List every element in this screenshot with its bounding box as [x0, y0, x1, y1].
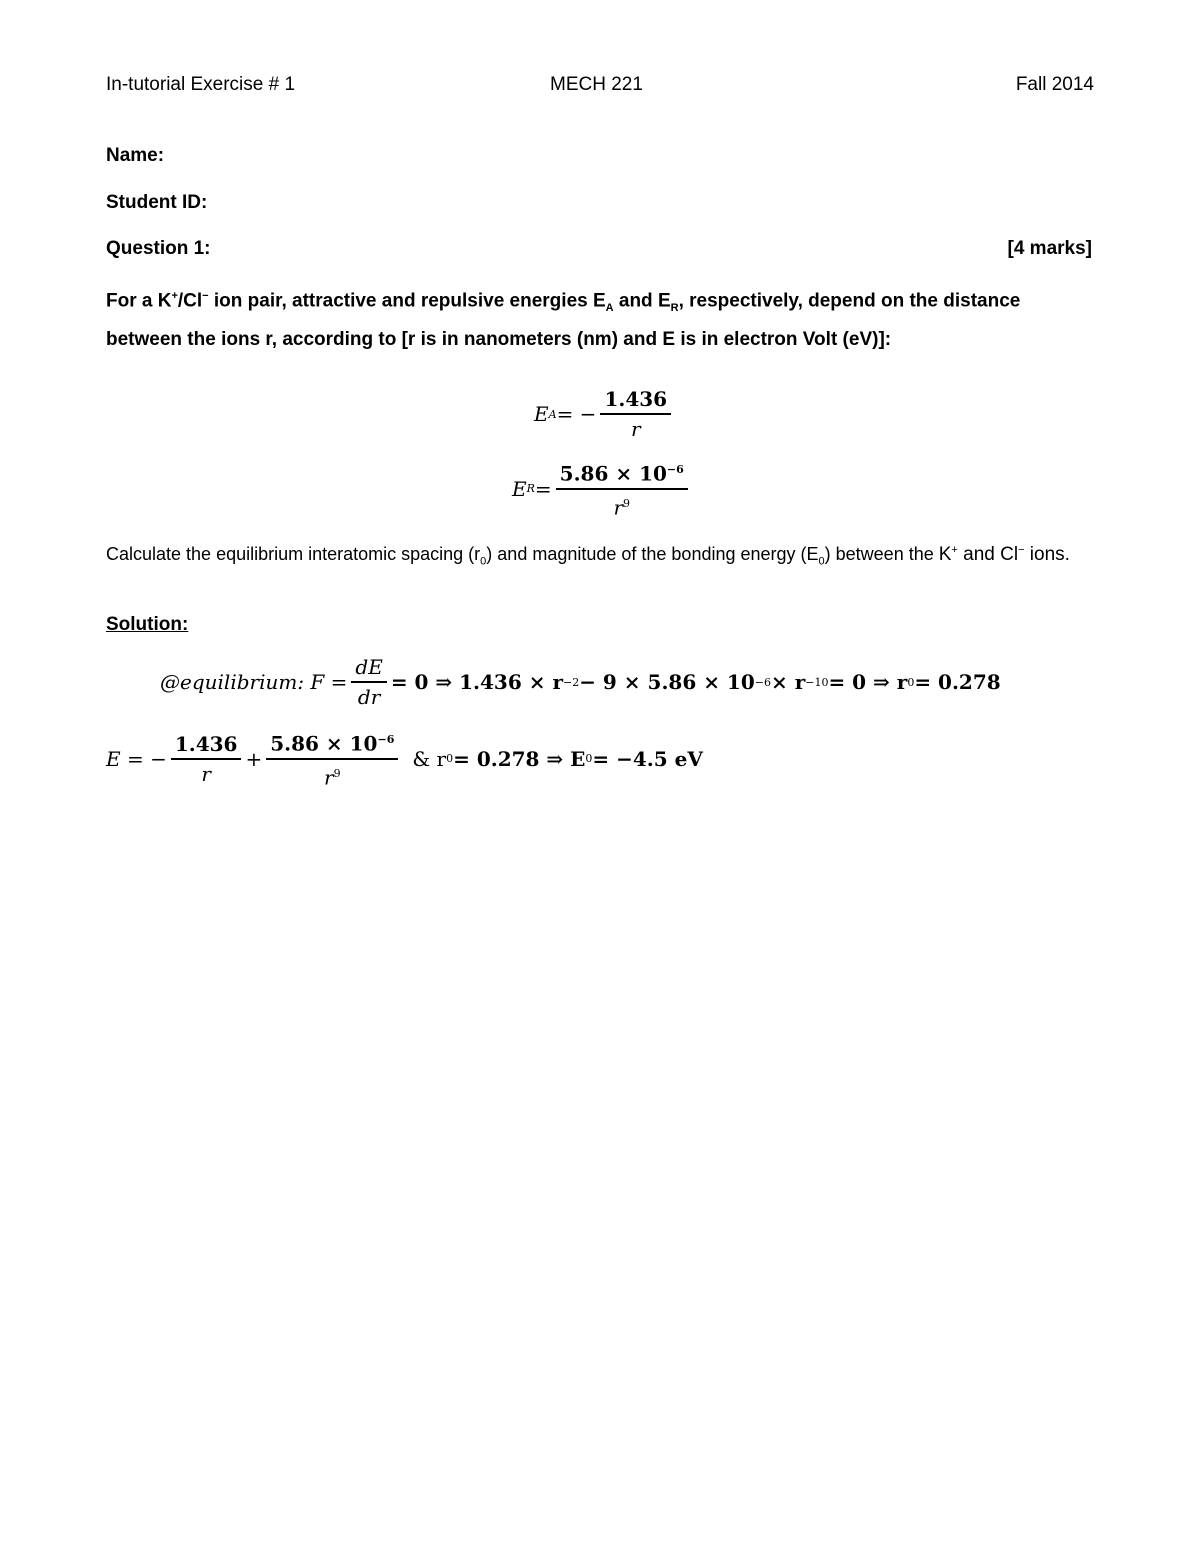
solution-energy-equation: E = − $\frac{1.436}{r}$ + $\frac{5.86 \times 10^{-6}}{r^9}$ & r 0 = 0.278 ⇒ E 0 = −4.5 eV — [106, 729, 703, 788]
solution-equilibrium-equation: @equilibrium: F = $\frac{dE}{dr}$ = 0 ⇒ 1.436 × r −2 − 9 × 5.86 × 10 −6 × r −10 = 0 ⇒ r 0 = 0.278 — [160, 655, 1001, 709]
header-term: Fall 2014 — [1015, 74, 1094, 95]
question-marks: [4 marks] — [1007, 238, 1092, 259]
header-course: MECH 221 — [550, 74, 643, 95]
name-label: Name: — [106, 145, 165, 166]
question-title: Question 1: — [106, 238, 211, 259]
header-left: In-tutorial Exercise # 1 — [106, 74, 296, 95]
question-task: Calculate the equilibrium interatomic spacing $(r_0)$ and magnitude of the bonding energy $(E_0)$ between the K+ and Cl− ions. — [106, 544, 1070, 568]
solution-title: Solution: — [106, 614, 189, 635]
student-id-label: Student ID: — [106, 192, 208, 213]
equation-er: E R = $\frac{5.86 \times 10^{-6}}{r^9}$ — [512, 459, 692, 518]
question-intro: For a K+/Cl− ion pair, attractive and repulsive energies $E_A$ and $E_R$, respectively, depend on the distance between the ions r, according to [r is in nanometers (nm) and E is in electron Volt (eV)]: — [106, 290, 1021, 351]
equation-ea: E A = − $\frac{1.436}{r}$ — [534, 388, 675, 440]
